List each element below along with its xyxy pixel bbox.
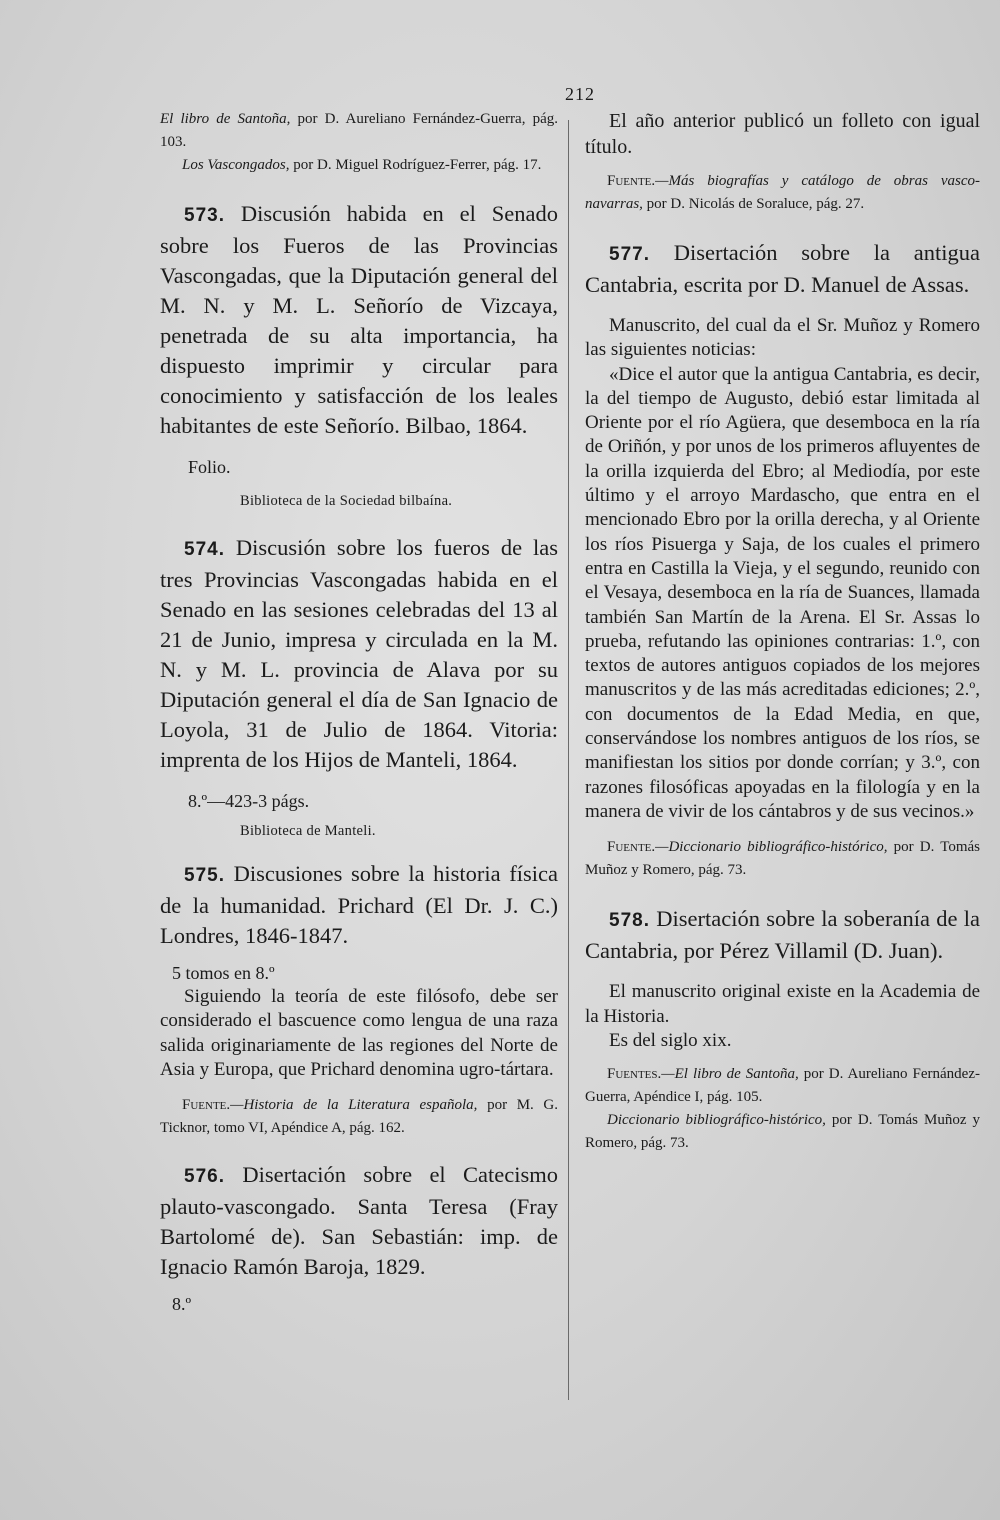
entry-577-title bbox=[585, 238, 980, 300]
entry-library: Biblioteca de Manteli. bbox=[240, 823, 376, 839]
entry-text: Discusión habida en el Senado sobre los Fueros de las Provincias Vascongadas, que la Diputación general del M. N. y M. L. Señorío de Vizcaya, penetrada de su alta importancia, ha dispuesto imprimir y circular para conocimiento y satisfacción de los leales habitantes de este Señorío. Bilbao, 1864. bbox=[160, 201, 559, 438]
source-title: —Diccionario bibliográfico-histórico, bbox=[655, 839, 888, 856]
entry-number: 578. bbox=[609, 910, 650, 932]
entry-text: Disertación sobre la antigua Cantabria, escrita por D. Manuel de Assas. bbox=[585, 240, 980, 297]
entry-text: Disertación sobre el Catecismo plauto-vascongado. Santa Teresa (Fray Bartolomé de). San Sebastián: imp. de Ignacio Ramón Baroja, 1829. bbox=[160, 1162, 558, 1280]
source-citation bbox=[160, 108, 558, 154]
source-title: Diccionario bibliográfico-histórico, bbox=[607, 1112, 826, 1129]
entry-573-title bbox=[160, 199, 558, 441]
source-label: Fuente. bbox=[607, 839, 656, 856]
source-detail: por D. Miguel Rodríguez-Ferrer, pág. 17. bbox=[289, 157, 542, 173]
entry-note: Es del siglo xix. bbox=[609, 1029, 732, 1051]
source-detail: por M. G. Ticknor, tomo VI, Apéndice A, pág. 162. bbox=[160, 1097, 558, 1137]
entry-source bbox=[585, 1109, 980, 1155]
entry-source bbox=[585, 836, 980, 882]
source-citation bbox=[160, 154, 558, 177]
entry-number: 577. bbox=[609, 244, 650, 265]
entry-number: 575. bbox=[184, 865, 225, 886]
entry-quote: «Dice el autor que la antigua Cantabria, es decir, la del tiempo de Augusto, debió estar limitada al Oriente por el río Agüera, que desemboca en la ría de Oriñón, y por unos de los primeros afluyentes de la orilla izquierda del Ebro; al Mediodía, por este último y el arroyo Mardascho, que entra en el mencionado Ebro por la orilla derecha, y al Oriente los ríos Pisuerga y Saja, de los cuales el primero entra en Castilla la Vieja, y el segundo, reunido con el Vesaya, desemboca en la ría de Suances, llamada también San Martín de la Arena. El Sr. Assas lo prueba, refutando las opiniones contrarias: 1.º, con textos de autores antiguos copiados de los mejores manuscritos y de las más acreditadas ediciones; 2.º, con documentos de la Edad Media, en que, conservándose los nombres antiguos de los ríos, se manifiestan los sitios por donde corrían; y 3.º, con razones filosóficas apoyadas en la filología y en la manera de vivir de los cántabros y de sus vecinos.» bbox=[585, 363, 980, 822]
source-title: —Historia de la Literatura española, bbox=[230, 1097, 478, 1114]
page-number: 212 bbox=[565, 84, 595, 104]
right-column bbox=[585, 108, 980, 1155]
source-detail: por D. Aureliano Fernández-Guerra, pág. 103. bbox=[160, 111, 558, 150]
source-label: Fuente. bbox=[607, 173, 656, 189]
entry-number: 573. bbox=[184, 205, 225, 226]
source-title: El libro de Santoña, bbox=[160, 111, 291, 127]
entry-number: 574. bbox=[184, 539, 225, 560]
source-label: Fuentes. bbox=[607, 1066, 662, 1083]
entry-library: Biblioteca de la Sociedad bilbaína. bbox=[240, 493, 453, 509]
source-title: —El libro de Santoña, bbox=[661, 1066, 799, 1083]
source-title: —Más biografías y catálogo de obras vasco-navarras, bbox=[585, 173, 980, 212]
entry-intro: Manuscrito, del cual da el Sr. Muñoz y Romero las siguientes noticias: bbox=[585, 315, 980, 361]
entry-578-title bbox=[585, 904, 980, 966]
entry-source bbox=[585, 1063, 980, 1109]
source-detail: por D. Tomás Muñoz y Romero, pág. 73. bbox=[585, 839, 980, 879]
entry-format: 8.º bbox=[172, 1294, 192, 1315]
entry-text: Discusiones sobre la historia física de la humanidad. Prichard (El Dr. J. C.) Londres, 1846-1847. bbox=[160, 861, 559, 948]
entry-format: 5 tomos en 8.º bbox=[172, 963, 275, 983]
entry-format: 8.º—423-3 págs. bbox=[188, 791, 310, 811]
entry-text: Disertación sobre la soberanía de la Cantabria, por Pérez Villamil (D. Juan). bbox=[585, 906, 981, 964]
entry-note: Siguiendo la teoría de este filósofo, debe ser considerado el bascuence como lengua de una raza salida originariamente de las regiones del Norte de Asia y Europa, que Prichard denomina ugro-tártara. bbox=[160, 986, 558, 1080]
entry-format: Folio. bbox=[188, 457, 231, 477]
continuation-source bbox=[585, 170, 980, 216]
left-column bbox=[160, 108, 558, 1316]
entry-source bbox=[160, 1094, 558, 1140]
entry-note: El manuscrito original existe en la Academia de la Historia. bbox=[585, 981, 980, 1027]
entry-576-title bbox=[160, 1160, 558, 1282]
entry-number: 576. bbox=[184, 1166, 225, 1188]
entry-574-title bbox=[160, 533, 558, 775]
entry-575-title bbox=[160, 859, 558, 951]
source-detail: por D. Aureliano Fernández-Guerra, Apéndice I, pág. 105. bbox=[585, 1066, 980, 1106]
column-divider bbox=[568, 120, 569, 1400]
source-detail: por D. Tomás Muñoz y Romero, pág. 73. bbox=[585, 1112, 980, 1152]
continuation-text: El año anterior publicó un folleto con igual título. bbox=[585, 110, 980, 158]
source-label: Fuente. bbox=[182, 1097, 231, 1114]
entry-text: Discusión sobre los fueros de las tres Provincias Vascongadas habida en el Senado en las sesiones celebradas del 13 al 21 de Junio, impresa y circulada en la M. N. y M. L. provincia de Alava por su Diputación general el día de San Ignacio de Loyola, 31 de Julio de 1864. Vitoria: imprenta de los Hijos de Manteli, 1864. bbox=[160, 535, 559, 772]
source-detail: por D. Nicolás de Soraluce, pág. 27. bbox=[642, 196, 865, 212]
source-title: Los Vascongados, bbox=[182, 157, 290, 173]
